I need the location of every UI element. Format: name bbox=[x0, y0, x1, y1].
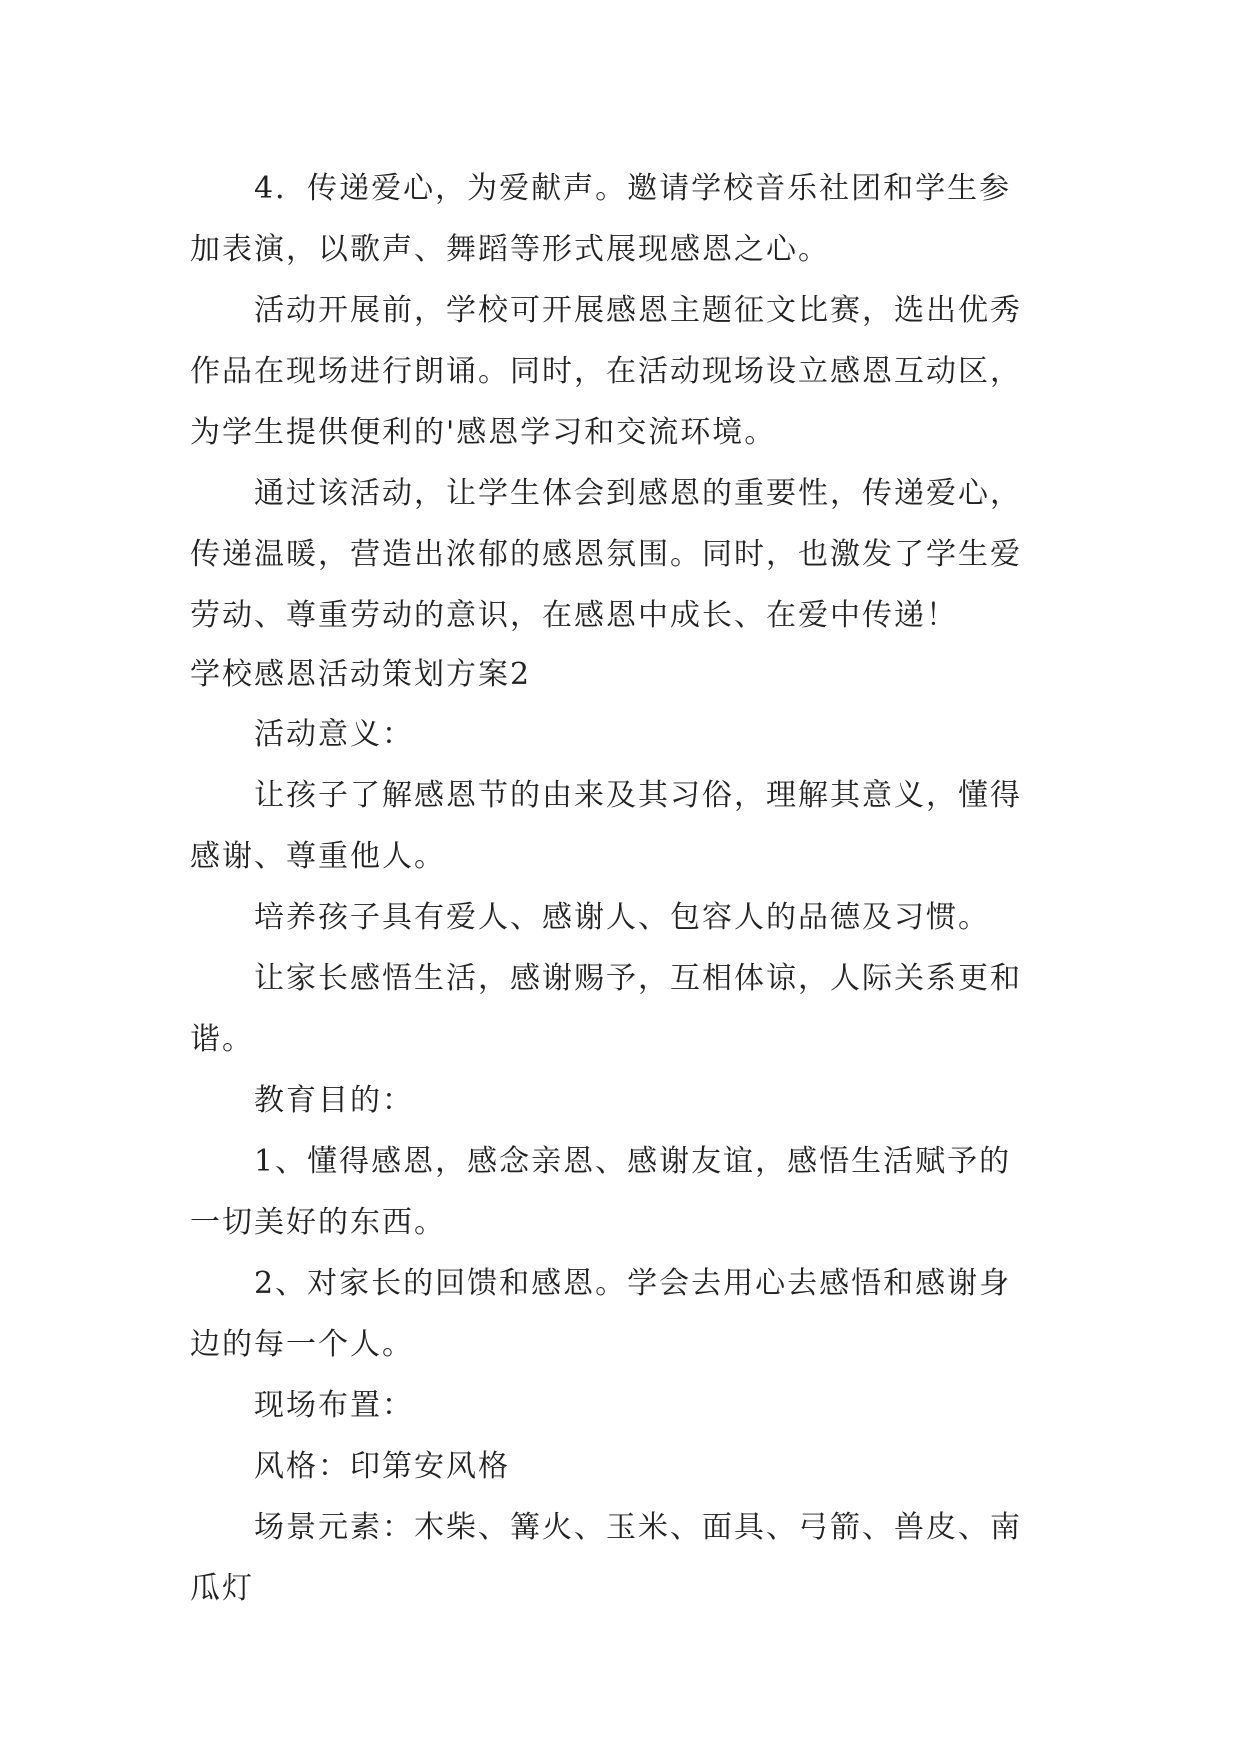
paragraph-line: 为学生提供便利的'感恩学习和交流环境。 bbox=[190, 415, 777, 450]
paragraph-line: 让孩子了解感恩节的由来及其习俗，理解其意义，懂得 bbox=[254, 778, 1022, 813]
paragraph bbox=[190, 1497, 1050, 1619]
paragraph-line: 现场布置： bbox=[254, 1388, 414, 1423]
paragraph-line: 通过该活动，让学生体会到感恩的重要性，传递爱心， bbox=[254, 476, 1022, 511]
paragraph bbox=[190, 1253, 1050, 1375]
document-body bbox=[190, 158, 1050, 1619]
paragraph-line: 谐。 bbox=[190, 1022, 254, 1057]
paragraph-line: 2、对家长的回馈和感恩。学会去用心去感悟和感谢身 bbox=[254, 1266, 1012, 1301]
paragraph bbox=[190, 280, 1050, 463]
paragraph-line: 边的每一个人。 bbox=[190, 1327, 414, 1362]
paragraph-line: 加表演，以歌声、舞蹈等形式展现感恩之心。 bbox=[190, 232, 830, 267]
paragraph bbox=[190, 1375, 1050, 1436]
paragraph bbox=[190, 1070, 1050, 1131]
paragraph bbox=[190, 887, 1050, 948]
paragraph bbox=[190, 158, 1050, 280]
paragraph bbox=[190, 704, 1050, 765]
section-title: 学校感恩活动策划方案2 bbox=[190, 657, 532, 692]
paragraph bbox=[190, 1436, 1050, 1497]
paragraph-line: 教育目的： bbox=[254, 1083, 414, 1118]
paragraph-line: 活动意义： bbox=[254, 717, 414, 752]
paragraph-line: 作品在现场进行朗诵。同时，在活动现场设立感恩互动区， bbox=[190, 354, 1022, 389]
paragraph bbox=[190, 463, 1050, 646]
paragraph bbox=[190, 948, 1050, 1070]
paragraph-line: 4．传递爱心，为爱献声。邀请学校音乐社团和学生参 bbox=[254, 171, 1012, 206]
paragraph bbox=[190, 765, 1050, 887]
paragraph-line: 一切美好的东西。 bbox=[190, 1205, 446, 1240]
paragraph bbox=[190, 1131, 1050, 1253]
paragraph-line: 让家长感悟生活，感谢赐予，互相体谅，人际关系更和 bbox=[254, 961, 1022, 996]
paragraph-line: 瓜灯 bbox=[190, 1571, 254, 1606]
paragraph-line: 劳动、尊重劳动的意识，在感恩中成长、在爱中传递！ bbox=[190, 598, 958, 633]
paragraph-line: 感谢、尊重他人。 bbox=[190, 839, 446, 874]
paragraph-line: 场景元素：木柴、篝火、玉米、面具、弓箭、兽皮、南 bbox=[254, 1510, 1022, 1545]
paragraph-line: 传递温暖，营造出浓郁的感恩氛围。同时，也激发了学生爱 bbox=[190, 537, 1022, 572]
paragraph-line: 风格：印第安风格 bbox=[254, 1449, 510, 1484]
paragraph-line: 培养孩子具有爱人、感谢人、包容人的品德及习惯。 bbox=[254, 900, 990, 935]
paragraph-line: 活动开展前，学校可开展感恩主题征文比赛，选出优秀 bbox=[254, 293, 1022, 328]
paragraph-line: 1、懂得感恩，感念亲恩、感谢友谊，感悟生活赋予的 bbox=[254, 1144, 1012, 1179]
